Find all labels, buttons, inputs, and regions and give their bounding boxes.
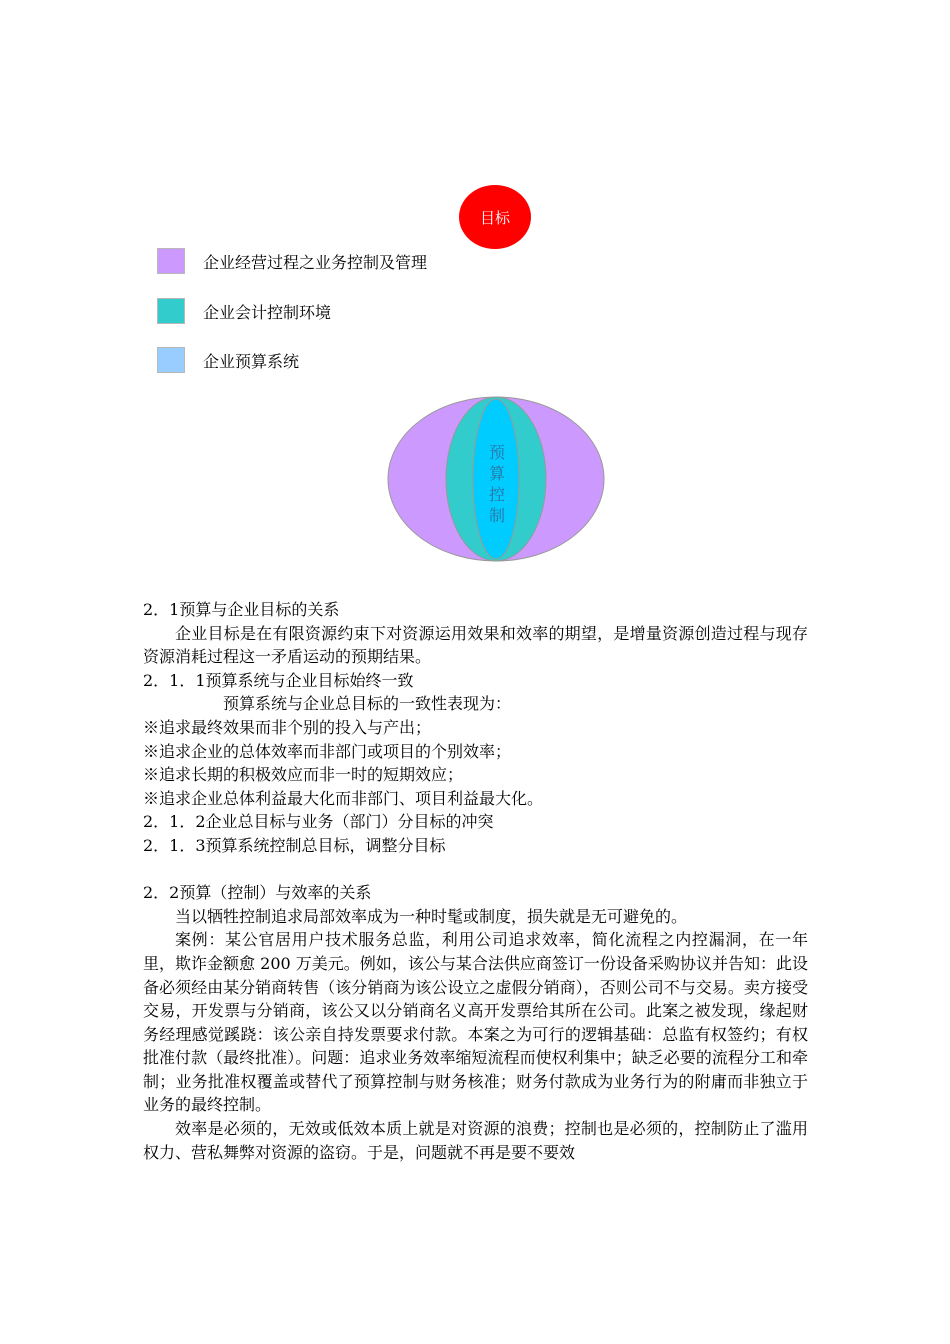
paragraph: 企业目标是在有限资源约束下对资源运用效果和效率的期望，是增量资源创造过程与现存资源消耗过程这一矛盾运动的预期结果。: [143, 623, 808, 667]
bullet-point: ※追求企业的总体效率而非部门或项目的个别效率；: [143, 741, 512, 761]
section-heading-2-1: 2．1预算与企业目标的关系: [143, 600, 340, 619]
section-heading-2-1-3: 2．1．3预算系统控制总目标，调整分目标: [143, 835, 446, 855]
legend-label: 企业经营过程之业务控制及管理: [203, 252, 428, 272]
goal-circle: [459, 185, 531, 249]
bullet-point: ※追求最终效果而非个别的投入与产出；: [143, 717, 432, 737]
bullet-point: ※追求长期的积极效应而非一时的短期效应；: [143, 765, 464, 785]
legend-swatch-blue: [157, 347, 185, 373]
center-char: 预: [488, 443, 505, 462]
bullet-point: ※追求企业总体利益最大化而非部门、项目利益最大化。: [143, 788, 544, 808]
center-char: 制: [488, 506, 505, 525]
legend-swatch-teal: [157, 298, 185, 324]
paragraph: 当以牺牲控制追求局部效率成为一种时髦或制度，损失就是无可避免的。: [175, 906, 688, 926]
section-heading-2-1-2: 2．1．2企业总目标与业务（部门）分目标的冲突: [143, 812, 494, 832]
legend-label: 企业预算系统: [203, 351, 300, 371]
legend-item-business-control: [157, 247, 427, 275]
paragraph-intro: 预算系统与企业总目标的一致性表现为：: [223, 694, 512, 714]
blank-line: [143, 858, 808, 882]
paragraph: 效率是必须的，无效或低效本质上就是对资源的浪费；控制也是必须的，控制防止了滥用权力、营私舞弊对资源的盗窃。于是，问题就不再是要不要效: [143, 1119, 808, 1162]
legend-swatch-purple: [157, 248, 185, 274]
section-heading-2-1-1: 2．1．1预算系统与企业目标始终一致: [143, 670, 414, 690]
legend-item-budget-system: [157, 346, 299, 374]
section-heading-2-2: 2．2预算（控制）与效率的关系: [143, 883, 372, 903]
legend-item-accounting-environment: [157, 297, 331, 325]
budget-control-label: [483, 442, 511, 526]
center-char: 算: [488, 464, 505, 483]
goal-label: 目标: [479, 208, 510, 227]
paragraph-case: 案例：某公官居用户技术服务总监，利用公司追求效率，简化流程之内控漏洞，在一年里，欺诈金额愈 200 万美元。例如，该公与某合法供应商签订一份设备采购协议并告知：此设备必须经由某分销商转售（该分销商为该公设立之虚假分销商），否则公司不与交易。卖方接受交易，开发票与分销商，该公又以分销商名义高开发票给其所在公司。此案之被发现，缘起财务经理感觉蹊跷：该公亲自持发票要求付款。本案之为可行的逻辑基础：总监有权签约；有权批准付款（最终批准）。问题：追求业务效率缩短流程而使权利集中；缺乏必要的流程分工和牵制；业务批准权覆盖或替代了预算控制与财务核准；财务付款成为业务行为的附庸而非独立于业务的最终控制。: [143, 930, 808, 1115]
document-body: [143, 598, 808, 1164]
center-char: 控: [488, 485, 505, 504]
legend-label: 企业会计控制环境: [203, 302, 332, 322]
